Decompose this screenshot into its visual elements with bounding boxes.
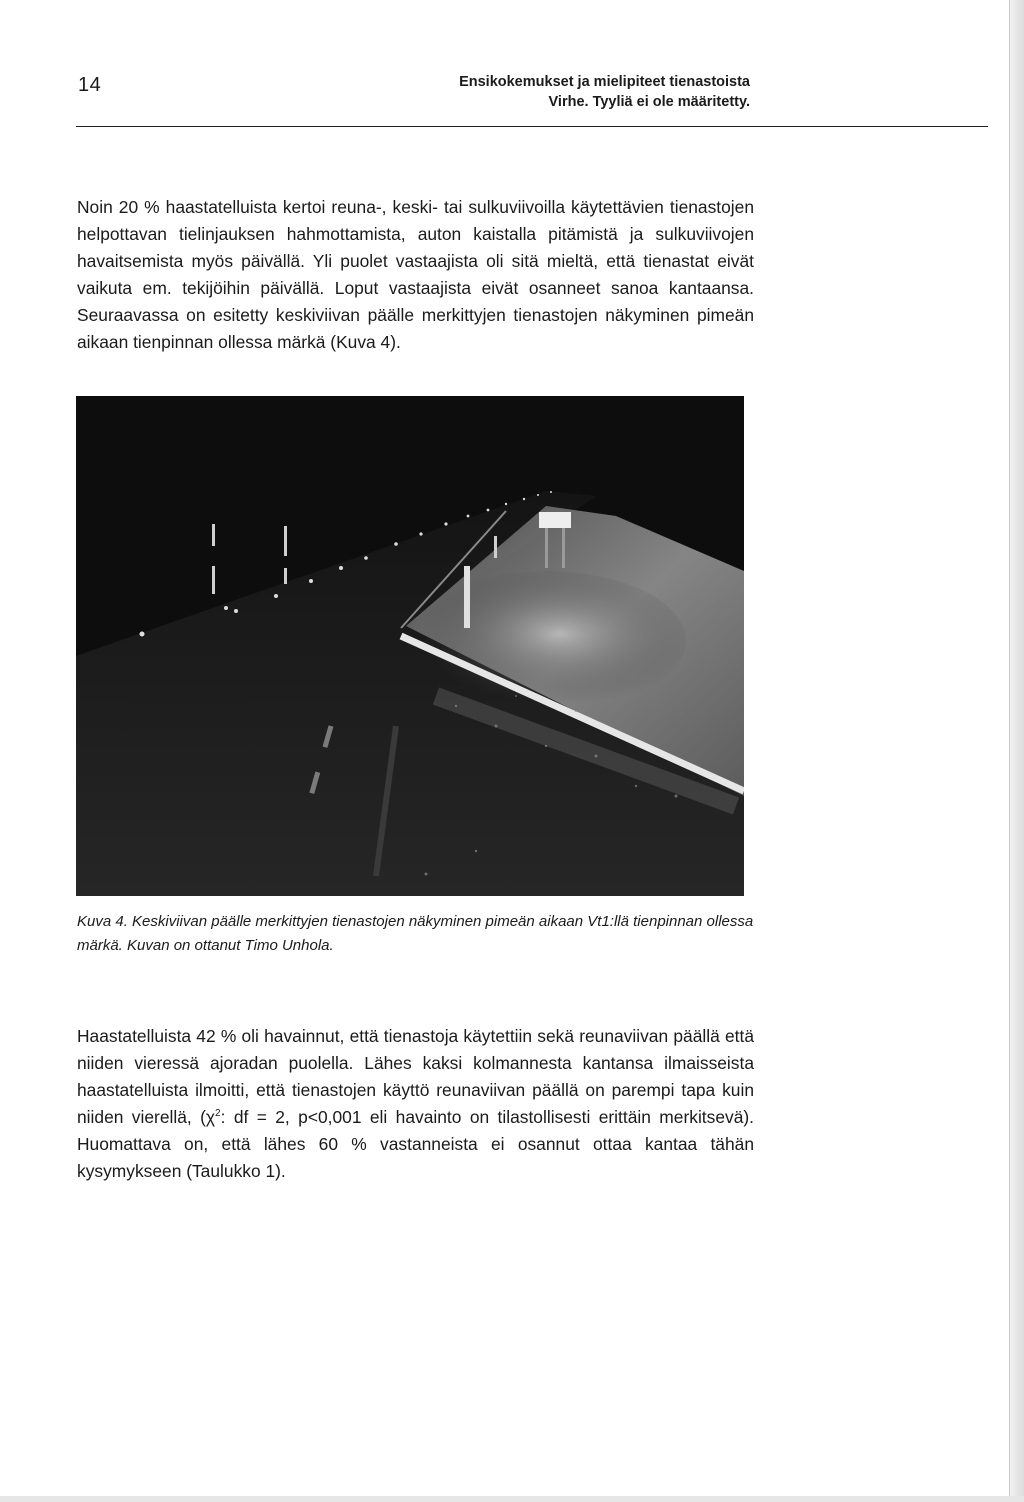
paragraph-2-part-2: : df = 2, p<0,001 eli havainto on tilastollisesti erittäin merkitsevä). Huomattava on, että lähes 60 % vastanneista ei osannut ottaa kantaa tähän kysymykseen (Taulukko 1). (77, 1107, 754, 1181)
page-number: 14 (78, 74, 102, 96)
scan-edge-bottom (0, 1496, 1024, 1502)
figure-caption: Kuva 4. Keskiviivan päälle merkittyjen tienastojen näkyminen pimeän aikaan Vt1:llä tienpinnan ollessa märkä. Kuvan on ottanut Timo Unhola. (77, 913, 754, 954)
running-head-error-note: Virhe. Tyyliä ei ole määritetty. (548, 94, 750, 110)
running-head (459, 72, 750, 112)
night-road-photo (76, 396, 744, 896)
paragraph-2 (77, 1023, 754, 1185)
paragraph-2-part-1: Haastatelluista 42 % oli havainnut, että tienastoja käytettiin sekä reunaviivan päällä että niiden vieressä ajoradan puolella. Lähes kaksi kolmannesta kantansa ilmaisseista haastatelluista ilmoitti, että tienastojen käyttö reunaviivan päällä on parempi tapa kuin niiden vierellä, (χ (77, 1026, 754, 1127)
chi-square-superscript: 2 (215, 1108, 221, 1119)
header-rule (76, 126, 988, 127)
paragraph-1: Noin 20 % haastatelluista kertoi reuna-, keski- tai sulkuviivoilla käytettävien tienastojen helpottavan tielinjauksen hahmottamista, auton kaistalla pitämistä ja sulkuviivojen havaitsemista myös päivällä. Yli puolet vastaajista oli sitä mieltä, että tienastat eivät vaikuta em. tekijöihin päivällä. Loput vastaajista eivät osanneet sanoa kantaansa. Seuraavassa on esitetty keskiviivan päälle merkittyjen tienastojen näkyminen pimeän aikaan tienpinnan ollessa märkä (Kuva 4). (77, 197, 754, 352)
running-head-title: Ensikokemukset ja mielipiteet tienastoista (459, 74, 750, 90)
scan-edge (1009, 0, 1024, 1502)
